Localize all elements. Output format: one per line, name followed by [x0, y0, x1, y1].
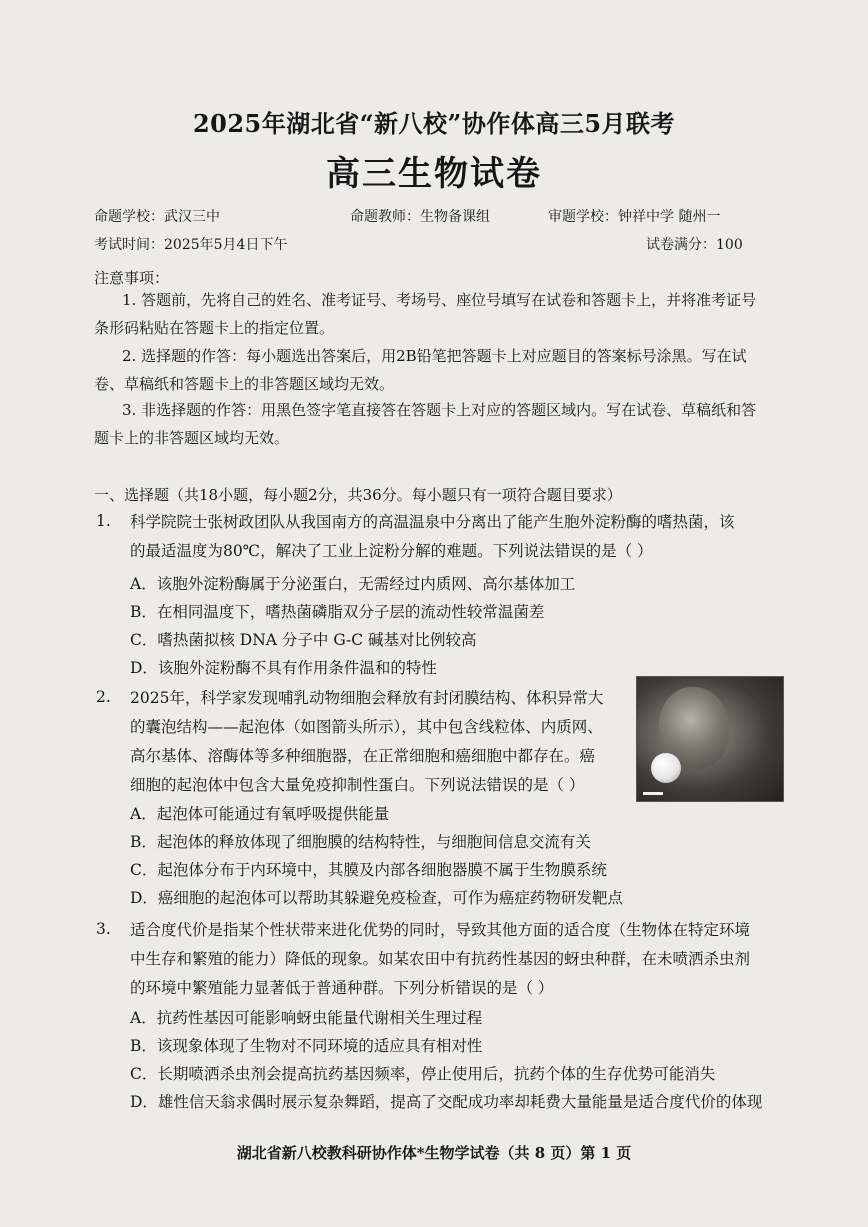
- section-heading: 一、选择题（共18小题，每小题2分，共36分。每小题只有一项符合题目要求）: [94, 486, 622, 504]
- scale-bar: [643, 792, 663, 795]
- question-3-line-3: 的环境中繁殖能力显著低于普通种群。下列分析错误的是（ ）: [130, 979, 554, 997]
- notes-heading: 注意事项：: [94, 269, 170, 287]
- question-1-line-1: 科学院院士张树政团队从我国南方的高温温泉中分离出了能产生胞外淀粉酶的嗜热菌，该: [130, 513, 735, 531]
- question-2-line-3: 高尔基体、溶酶体等多种细胞器，在正常细胞和癌细胞中都存在。癌: [130, 747, 596, 765]
- question-number-1: 1.: [96, 512, 111, 530]
- question-3-option-d: D．雄性信天翁求偶时展示复杂舞蹈，提高了交配成功率却耗费大量能量是适合度代价的体现: [130, 1093, 763, 1111]
- question-1-option-b: B．在相同温度下，嗜热菌磷脂双分子层的流动性较常温菌差: [130, 603, 545, 621]
- question-2-line-4: 细胞的起泡体中包含大量免疫抑制性蛋白。下列说法错误的是（ ）: [130, 776, 585, 794]
- meta-score: 试卷满分：100: [646, 237, 743, 253]
- question-3-line-2: 中生存和繁殖的能力）降低的现象。如某农田中有抗药性基因的蚜虫种群，在未喷洒杀虫剂: [130, 950, 751, 968]
- question-3-option-a: A．抗药性基因可能影响蚜虫能量代谢相关生理过程: [130, 1009, 483, 1027]
- meta-teacher: 命题教师：生物备课组: [350, 209, 490, 225]
- note-item-1: 1. 答题前，先将自己的姓名、准考证号、考场号、座位号填写在试卷和答题卡上，并将准考证号条形码粘贴在答题卡上的指定位置。: [94, 291, 757, 337]
- question-3-option-c: C．长期喷洒杀虫剂会提高抗药基因频率，停止使用后，抗药个体的生存优势可能消失: [130, 1065, 716, 1083]
- exam-title: 2025年湖北省“新八校”协作体高三5月联考: [192, 109, 676, 138]
- meta-exam-time: 考试时间：2025年5月4日下午: [94, 237, 288, 253]
- question-1-option-a: A．该胞外淀粉酶属于分泌蛋白，无需经过内质网、高尔基体加工: [130, 575, 576, 593]
- bubble-body-shape: [651, 753, 681, 783]
- question-2-line-1: 2025年，科学家发现哺乳动物细胞会释放有封闭膜结构、体积异常大: [130, 689, 604, 707]
- question-2-line-2: 的囊泡结构——起泡体（如图箭头所示），其中包含线粒体、内质网、: [130, 718, 603, 736]
- question-1-option-d: D．该胞外淀粉酶不具有作用条件温和的特性: [130, 659, 437, 677]
- note-item-2: 2. 选择题的作答：每小题选出答案后，用2B铅笔把答题卡上对应题目的答案标号涂黑。写在试卷、草稿纸和答题卡上的非答题区域均无效。: [94, 347, 747, 393]
- bubble-body-micrograph: [636, 676, 784, 802]
- meta-reviewer: 审题学校：钟祥中学 随州一: [548, 209, 721, 225]
- question-2-option-c: C．起泡体分布于内环境中，其膜及内部各细胞器膜不属于生物膜系统: [130, 861, 607, 879]
- question-3-option-b: B．该现象体现了生物对不同环境的适应具有相对性: [130, 1037, 483, 1055]
- question-number-3: 3.: [96, 920, 111, 938]
- question-2-option-d: D．癌细胞的起泡体可以帮助其躲避免疫检查，可作为癌症药物研发靶点: [130, 889, 623, 907]
- question-2-option-a: A．起泡体可能通过有氧呼吸提供能量: [130, 805, 390, 823]
- question-2-option-b: B．起泡体的释放体现了细胞膜的结构特性，与细胞间信息交流有关: [130, 833, 591, 851]
- question-1-option-c: C．嗜热菌拟核 DNA 分子中 G-C 碱基对比例较高: [130, 631, 477, 649]
- note-item-3: 3. 非选择题的作答：用黑色签字笔直接答在答题卡上对应的答题区域内。写在试卷、草稿纸和答题卡上的非答题区域均无效。: [94, 401, 757, 447]
- question-3-line-1: 适合度代价是指某个性状带来进化优势的同时，导致其他方面的适合度（生物体在特定环境: [130, 921, 751, 939]
- paper-title: 高三生物试卷: [326, 154, 542, 194]
- meta-school: 命题学校：武汉三中: [94, 209, 220, 225]
- question-number-2: 2.: [96, 688, 111, 706]
- page-footer: 湖北省新八校教科研协作体*生物学试卷（共 8 页）第 1 页: [236, 1144, 632, 1162]
- question-1-line-2: 的最适温度为80℃，解决了工业上淀粉分解的难题。下列说法错误的是（ ）: [130, 542, 653, 560]
